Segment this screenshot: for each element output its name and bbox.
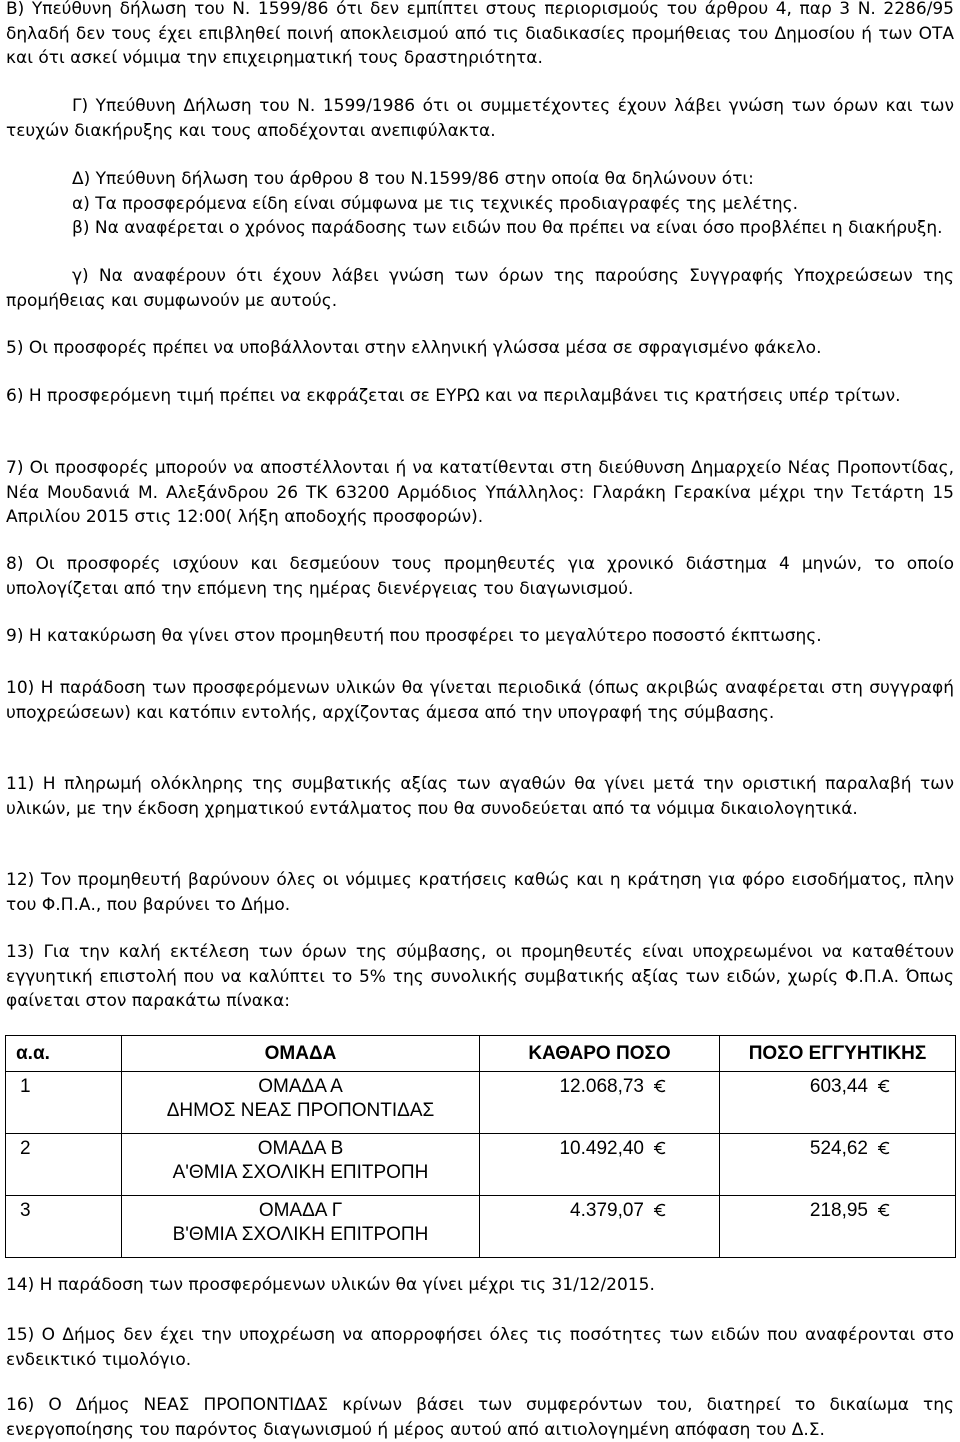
euro-icon xyxy=(653,1203,667,1217)
table-row xyxy=(6,1196,956,1258)
group-name: ΟΜΑΔΑ Β xyxy=(257,1138,344,1159)
cell-guarantee-amount xyxy=(720,1072,956,1134)
cell-aa: 3 xyxy=(6,1196,122,1258)
paragraph-d-item-b: β) Να αναφέρεται ο χρόνος παράδοσης των ειδών που θα πρέπει να είναι όσο προβλέπει η διακήρυξη. xyxy=(72,218,943,238)
paragraph-6: 6) Η προσφερόμενη τιμή πρέπει να εκφράζεται σε ΕΥΡΩ και να περιλαμβάνει τις κρατήσεις υπέρ τρίτων. xyxy=(6,386,901,406)
paragraph-16: 16) Ο Δήμος ΝΕΑΣ ΠΡΟΠΟΝΤΙΔΑΣ κρίνων βάσει των συμφερόντων του, διατηρεί το δικαίωμα της ενεργοποίησης του παρόντος διαγωνισμού ή μέρος αυτού από αιτιολογημένη απόφαση του Δ.Σ. xyxy=(6,1395,954,1440)
cell-aa: 1 xyxy=(6,1072,122,1134)
cell-guarantee-amount xyxy=(720,1134,956,1196)
table-row xyxy=(6,1134,956,1196)
paragraph-8: 8) Οι προσφορές ισχύουν και δεσμεύουν τους προμηθευτές για χρονικό διάστημα 4 μηνών, το οποίο υπολογίζεται από την επόμενη της ημέρας διενέργειας του διαγωνισμού. xyxy=(6,554,954,599)
paragraph-15: 15) Ο Δήμος δεν έχει την υποχρέωση να απορροφήσει όλες τις ποσότητες των ειδών που αναφέρονται στο ενδεικτικό τιμολόγιο. xyxy=(6,1325,954,1370)
group-name: ΟΜΑΔΑ Α xyxy=(258,1076,343,1097)
header-group: ΟΜΑΔΑ xyxy=(122,1036,480,1072)
cell-group xyxy=(122,1134,480,1196)
header-net-amount: ΚΑΘΑΡΟ ΠΟΣΟ xyxy=(480,1036,720,1072)
paragraph-9: 9) Η κατακύρωση θα γίνει στον προμηθευτή που προσφέρει το μεγαλύτερο ποσοστό έκπτωσης. xyxy=(6,626,822,646)
euro-icon xyxy=(877,1141,891,1155)
cell-guarantee-amount xyxy=(720,1196,956,1258)
paragraph-d-item-a: α) Τα προσφερόμενα είδη είναι σύμφωνα με τις τεχνικές προδιαγραφές της μελέτης. xyxy=(72,194,798,214)
paragraph-d-declaration: Δ) Υπεύθυνη δήλωση του άρθρου 8 του Ν.1599/86 στην οποία θα δηλώνουν ότι: xyxy=(72,169,754,189)
header-aa: α.α. xyxy=(6,1036,122,1072)
paragraph-d-item-c: γ) Να αναφέρουν ότι έχουν λάβει γνώση των όρων της παρούσης Συγγραφής Υποχρεώσεων της προμήθειας και συμφωνούν με αυτούς. xyxy=(6,266,954,311)
cell-aa: 2 xyxy=(6,1134,122,1196)
euro-icon xyxy=(877,1203,891,1217)
paragraph-7: 7) Οι προσφορές μπορούν να αποστέλλονται ή να κατατίθενται στη διεύθυνση Δημαρχείο Νέας Προποντίδας, Νέα Μουδανιά Μ. Αλεξάνδρου 26 ΤΚ 63200 Αρμόδιος Υπάλληλος: Γλαράκη Γερακίνα μέχρι την Τετάρτη 15 Απριλίου 2015 στις 12:00( λήξη αποδοχής προσφορών). xyxy=(6,458,954,527)
table-header-row xyxy=(6,1036,956,1072)
group-entity: Α'ΘΜΙΑ ΣΧΟΛΙΚΗ ΕΠΙΤΡΟΠΗ xyxy=(172,1162,429,1183)
net-value: 4.379,07 xyxy=(570,1200,644,1221)
group-name: ΟΜΑΔΑ Γ xyxy=(258,1200,343,1221)
net-value: 10.492,40 xyxy=(559,1138,644,1159)
euro-icon xyxy=(877,1079,891,1093)
guarantee-value: 524,62 xyxy=(809,1138,868,1159)
euro-icon xyxy=(653,1079,667,1093)
paragraph-5: 5) Οι προσφορές πρέπει να υποβάλλονται στην ελληνική γλώσσα μέσα σε σφραγισμένο φάκελο. xyxy=(6,338,822,358)
cell-group xyxy=(122,1072,480,1134)
cell-net-amount xyxy=(480,1072,720,1134)
paragraph-12: 12) Τον προμηθευτή βαρύνουν όλες οι νόμιμες κρατήσεις καθώς και η κράτηση για φόρο εισοδήματος, πλην του Φ.Π.Α., που βαρύνει το Δήμο. xyxy=(6,870,954,915)
paragraph-13: 13) Για την καλή εκτέλεση των όρων της σύμβασης, οι προμηθευτές είναι υποχρεωμένοι να καταθέτουν εγγυητική επιστολή που να καλύπτει το 5% της συνολικής συμβατικής αξίας των ειδών, χωρίς Φ.Π.Α. Όπως φαίνεται στον παρακάτω πίνακα: xyxy=(6,942,954,1011)
guarantee-value: 218,95 xyxy=(809,1200,868,1221)
paragraph-14: 14) Η παράδοση των προσφερόμενων υλικών θα γίνει μέχρι τις 31/12/2015. xyxy=(6,1275,655,1295)
cell-net-amount xyxy=(480,1196,720,1258)
euro-icon xyxy=(653,1141,667,1155)
guarantee-value: 603,44 xyxy=(809,1076,868,1097)
group-entity: Β'ΘΜΙΑ ΣΧΟΛΙΚΗ ΕΠΙΤΡΟΠΗ xyxy=(172,1224,429,1245)
net-value: 12.068,73 xyxy=(559,1076,644,1097)
group-entity: ΔΗΜΟΣ ΝΕΑΣ ΠΡΟΠΟΝΤΙΔΑΣ xyxy=(166,1100,435,1121)
paragraph-10: 10) Η παράδοση των προσφερόμενων υλικών θα γίνεται περιοδικά (όπως ακριβώς αναφέρεται στη συγγραφή υποχρεώσεων) και κατόπιν εντολής, αρχίζοντας άμεσα από την υπογραφή της σύμβασης. xyxy=(6,678,954,723)
header-guarantee-amount: ΠΟΣΟ ΕΓΓΥΗΤΙΚΗΣ xyxy=(720,1036,956,1072)
cell-net-amount xyxy=(480,1134,720,1196)
paragraph-11: 11) Η πληρωμή ολόκληρης της συμβατικής αξίας των αγαθών θα γίνει μετά την οριστική παραλαβή των υλικών, με την έκδοση χρηματικού εντάλματος που θα συνοδεύεται από τα νόμιμα δικαιολογητικά. xyxy=(6,774,954,819)
paragraph-c-declaration: Γ) Υπεύθυνη Δήλωση του Ν. 1599/1986 ότι οι συμμετέχοντες έχουν λάβει γνώση των όρων και των τευχών διακήρυξης και τους αποδέχονται ανεπιφύλακτα. xyxy=(6,96,954,141)
table-row xyxy=(6,1072,956,1134)
cell-group xyxy=(122,1196,480,1258)
paragraph-b-declaration: Β) Υπεύθυνη δήλωση του Ν. 1599/86 ότι δεν εμπίπτει στους περιορισμούς του άρθρου 4, παρ 3 Ν. 2286/95 δηλαδή δεν τους έχει επιβληθεί ποινή αποκλεισμού από τις διαδικασίες προμήθειας του Δημοσίου ή των ΟΤΑ και ότι ασκεί νόμιμα την επιχειρηματική τους δραστηριότητα. xyxy=(6,0,954,68)
guarantee-table xyxy=(5,1035,956,1258)
